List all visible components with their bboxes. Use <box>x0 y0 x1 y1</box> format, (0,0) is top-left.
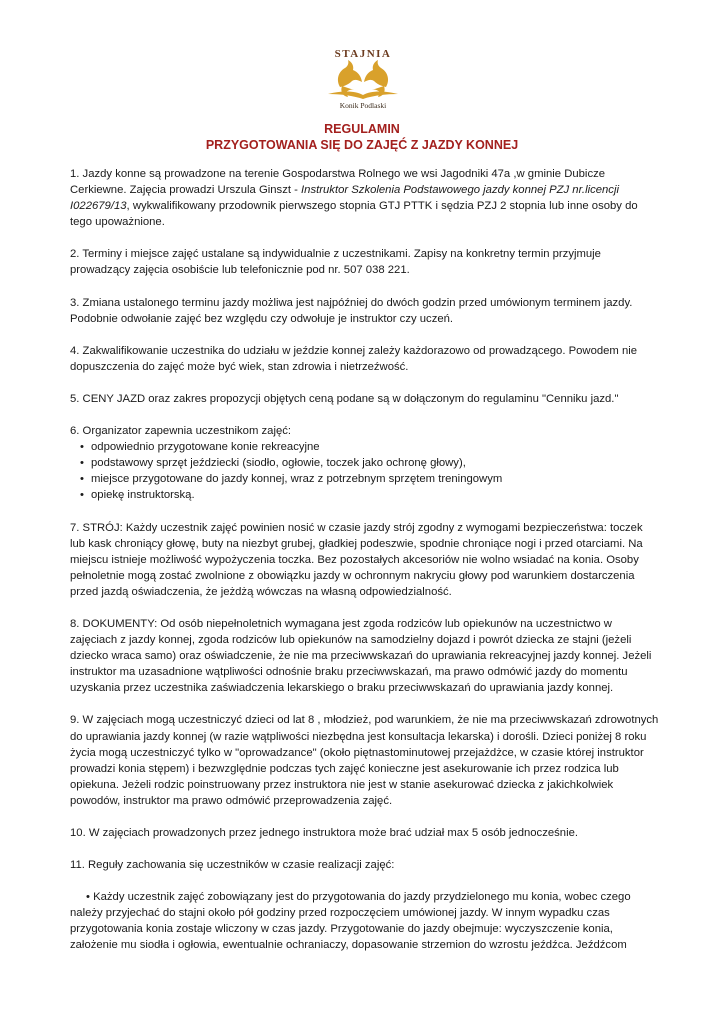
section-9: 9. W zajęciach mogą uczestniczyć dzieci od lat 8 , młodzież, pod warunkiem, że nie ma przeciwwskazań zdrowotnych do uprawiania jazdy konnej (w razie wątpliwości niezbędna jest konsultacja lekarska) i dorośli. Dzieci poniżej 8 roku życia mogą uczestniczyć tylko w "oprowadzance" (około piętnastominutowej przejażdżce, w czasie której instruktor prowadzi konia stępem) i bezwzględnie podczas tych zajęć konieczne jest asekurowanie ich przez rodzica lub opiekuna. Jeżeli rodzic poinstruowany przez instruktora nie jest w stanie asekurować dziecka z jakichkolwiek powodów, instruktor ma prawo odmówić przeprowadzenia zajęć. <box>70 714 659 807</box>
document-title: REGULAMIN <box>324 122 400 136</box>
section-7: 7. STRÓJ: Każdy uczestnik zajęć powinien nosić w czasie jazdy strój zgodny z wymogami bezpieczeństwa: toczek lub kask chroniący głowę, buty na niezbyt grubej, gładkiej podeszwie, spodnie chroniące nogi i przed otarciami. Na miejscu istnieje możliwość wypożyczenia toczka. Bez pozostałych akcesoriów nie wolno wsiadać na konia. Osoby pełnoletnie mogą zostać zwolnione z obowiązku jazdy w ochronnym nakryciu głowy pod warunkiem dostarczenia przed jazdą oświadczenia, że jeżdżą wówczas na własną odpowiedzialność. <box>70 521 643 598</box>
document-header <box>0 121 724 153</box>
stable-logo <box>318 42 408 110</box>
list-item: • odpowiednio przygotowane konie rekreacyjne <box>80 439 660 455</box>
document-subtitle: PRZYGOTOWANIA SIĘ DO ZAJĘĆ Z JAZDY KONNEJ <box>205 138 519 152</box>
regulations-body <box>70 166 660 970</box>
list-item: • miejsce przygotowane do jazdy konnej, wraz z potrzebnym sprzętem treningowym <box>80 471 660 487</box>
list-item: • podstawowy sprzęt jeździecki (siodło, ogłowie, toczek jako ochronę głowy), <box>80 455 660 471</box>
list-item: • opiekę instruktorską. <box>80 487 660 503</box>
section-6: 6. Organizator zapewnia uczestnikom zajęć: <box>70 425 292 438</box>
section-2: 2. Terminy i miejsce zajęć ustalane są indywidualnie z uczestnikami. Zapisy na konkretny termin przyjmuje prowadzący zajęcia osobiście lub telefonicznie pod nr. 507 038 221. <box>70 248 601 277</box>
section-3: 3. Zmiana ustalonego terminu jazdy możliwa jest najpóźniej do dwóch godzin przed umówionym terminem jazdy. Podobnie odwołanie zajęć bez względu czy odwołuje je instruktor czy uczeń. <box>70 296 633 325</box>
section-5: 5. CENY JAZD oraz zakres propozycji objętych ceną podane są w dołączonym do regulaminu "Cenniku jazd." <box>70 392 619 405</box>
section-8: 8. DOKUMENTY: Od osób niepełnoletnich wymagana jest zgoda rodziców lub opiekunów na uczestnictwo w zajęciach z jazdy konnej, zgoda rodziców lub opiekunów na samodzielny dojazd i powrót dziecka ze stajni (jeżeli dziecko wraca samo) oraz oświadczenie, że nie ma przeciwwskazań do uprawiania rekreacyjnej jazdy konnej. Jeżeli instruktor ma uzasadnione wątpliwości odnośnie braku przeciwwskazań, ma prawo odmówić jazdy do momentu uzyskania przez uczestnika zaświadczenia lekarskiego o braku przeciwwskazań do uprawiania jazdy konnej. <box>70 617 652 695</box>
section-10: 10. W zajęciach prowadzonych przez jednego instruktora może brać udział max 5 osób jednocześnie. <box>70 827 579 839</box>
instructor-license: Instruktor Szkolenia Podstawowego jazdy konnej PZJ nr.licencji I022679/13 <box>70 184 619 213</box>
section-11: 11. Reguły zachowania się uczestników w czasie realizacji zajęć: <box>70 859 395 872</box>
logo-title: STAJNIA <box>334 48 392 60</box>
section-11-bullet: • Każdy uczestnik zajęć zobowiązany jest do przygotowania do jazdy przydzielonego mu konia, wobec czego należy przyjechać do stajni około pół godziny przed rozpoczęciem umówionej jazdy. W innym wypadku czas przygotowania konia zostaje wliczony w czas jazdy. Przygotowanie do jazdy obejmuje: wyczyszczenie konia, założenie mu siodła i ogłowia, ewentualnie ochraniaczy, dopasowanie strzemion do wzrostu jeźdźca. Jeźdźcom <box>70 891 631 952</box>
logo-subtitle: Konik Podlaski <box>339 101 387 110</box>
horses-emblem-icon <box>318 42 408 110</box>
section-1: 1. Jazdy konne są prowadzone na terenie Gospodarstwa Rolnego we wsi Jagodniki 47a ,w gminie Dubicze Cerkiewne. Zajęcia prowadzi Urszula Ginszt - Instruktor Szkolenia Podstawowego jazdy konnej PZJ nr.licencji I022679/13, wykwalifikowany przodownik pierwszego stopnia GTJ PTTK i sędzia PZJ 2 stopnia lub inne osoby do tego upoważnione. <box>70 168 638 229</box>
section-4: 4. Zakwalifikowanie uczestnika do udziału w jeździe konnej zależy każdorazowo od prowadzącego. Powodem nie dopuszczenia do zajęć może być wiek, stan zdrowia i nietrzeźwość. <box>70 344 638 373</box>
section-6-list <box>70 439 660 503</box>
